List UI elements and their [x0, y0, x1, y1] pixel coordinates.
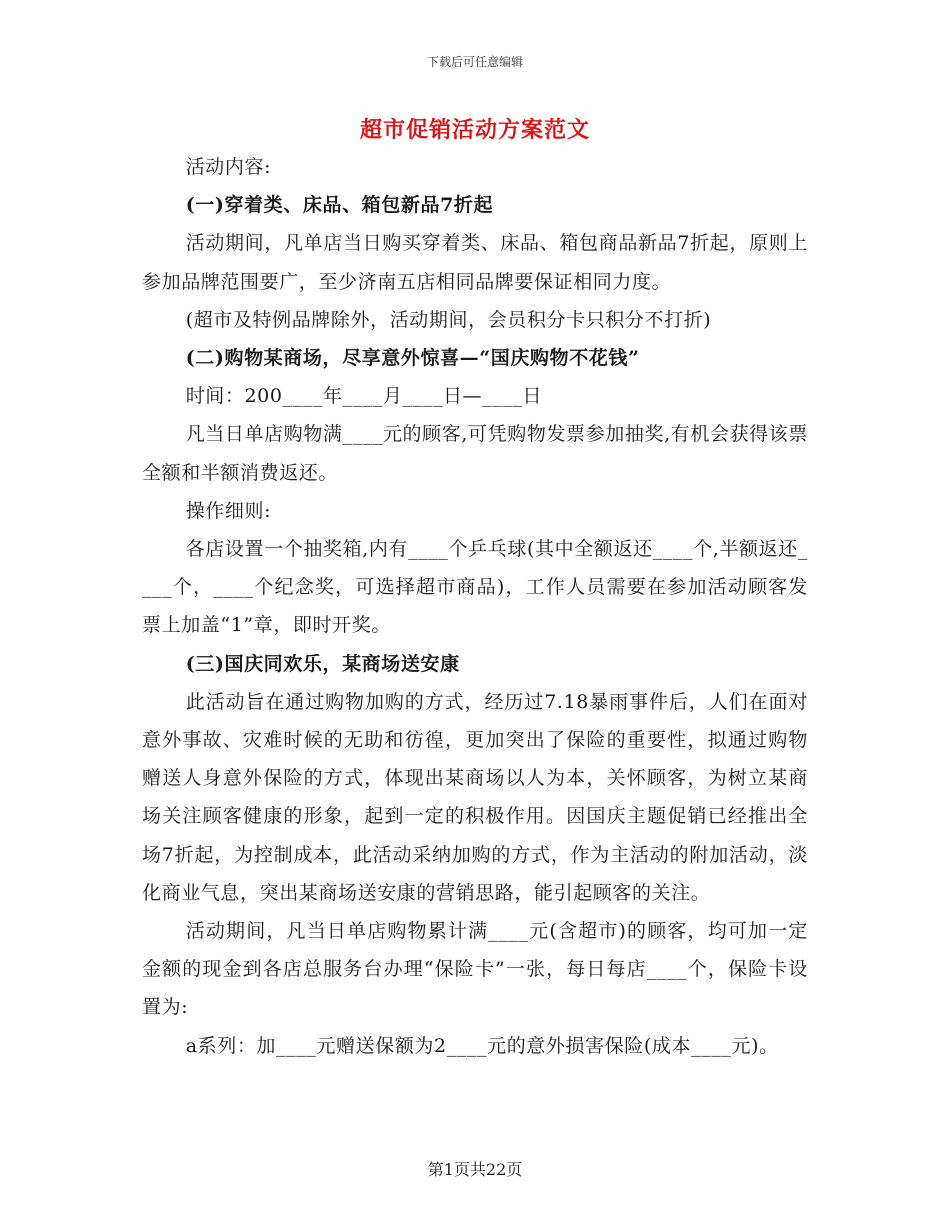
paragraph: 凡当日单店购物满____元的顾客,可凭购物发票参加抽奖,有机会获得该票全额和半额消费返还。: [142, 423, 808, 484]
section-heading-2: (二)购物某商场，尽享意外惊喜—“国庆购物不花钱”: [185, 347, 640, 370]
section-heading-3: (三)国庆同欢乐，某商场送安康: [185, 652, 460, 675]
paragraph: a系列：加____元赠送保额为2____元的意外损害保险(成本____元)。: [185, 1034, 779, 1057]
paragraph-operation-rules: 操作细则:: [185, 499, 272, 522]
paragraph: 此活动旨在通过购物加购的方式，经历过7.18暴雨事件后，人们在面对意外事故、灾难时候的无助和彷徨，更加突出了保险的重要性，拟通过购物赠送人身意外保险的方式，体现出某商场以人为本，关怀顾客，为树立某商场关注顾客健康的形象，起到一定的积极作用。因国庆主题促销已经推出全场7折起，为控制成本，此活动采纳加购的方式，作为主活动的附加活动，淡化商业气息，突出某商场送安康的营销思路，能引起顾客的关注。: [142, 690, 808, 904]
paragraph: (超市及特例品牌除外，活动期间，会员积分卡只积分不打折): [185, 308, 712, 331]
section-heading-1: (一)穿着类、床品、箱包新品7折起: [185, 194, 494, 217]
paragraph: 活动期间，凡当日单店购物累计满____元(含超市)的顾客，均可加一定金额的现金到各店总服务台办理“保险卡”一张，每日每店____个，保险卡设置为:: [142, 920, 808, 1019]
paragraph-activity-content: 活动内容:: [185, 156, 272, 178]
paragraph: 活动期间，凡单店当日购买穿着类、床品、箱包商品新品7折起，原则上参加品牌范围要广，至少济南五店相同品牌要保证相同力度。: [142, 232, 808, 293]
paragraph: 各店设置一个抽奖箱,内有____个乒乓球(其中全额返还____个,半额返还____个，____个纪念奖，可选择超市商品)，工作人员需要在参加活动顾客发票上加盖“1”章，即时开奖。: [142, 538, 808, 637]
paragraph-time: 时间：200____年____月____日—____日: [185, 385, 543, 408]
page-indicator: 第1页共22页: [427, 1160, 523, 1179]
document-title: 超市促销活动方案范文: [359, 117, 590, 143]
header-note: 下载后可任意编辑: [426, 55, 523, 69]
document-body: [142, 148, 808, 1065]
